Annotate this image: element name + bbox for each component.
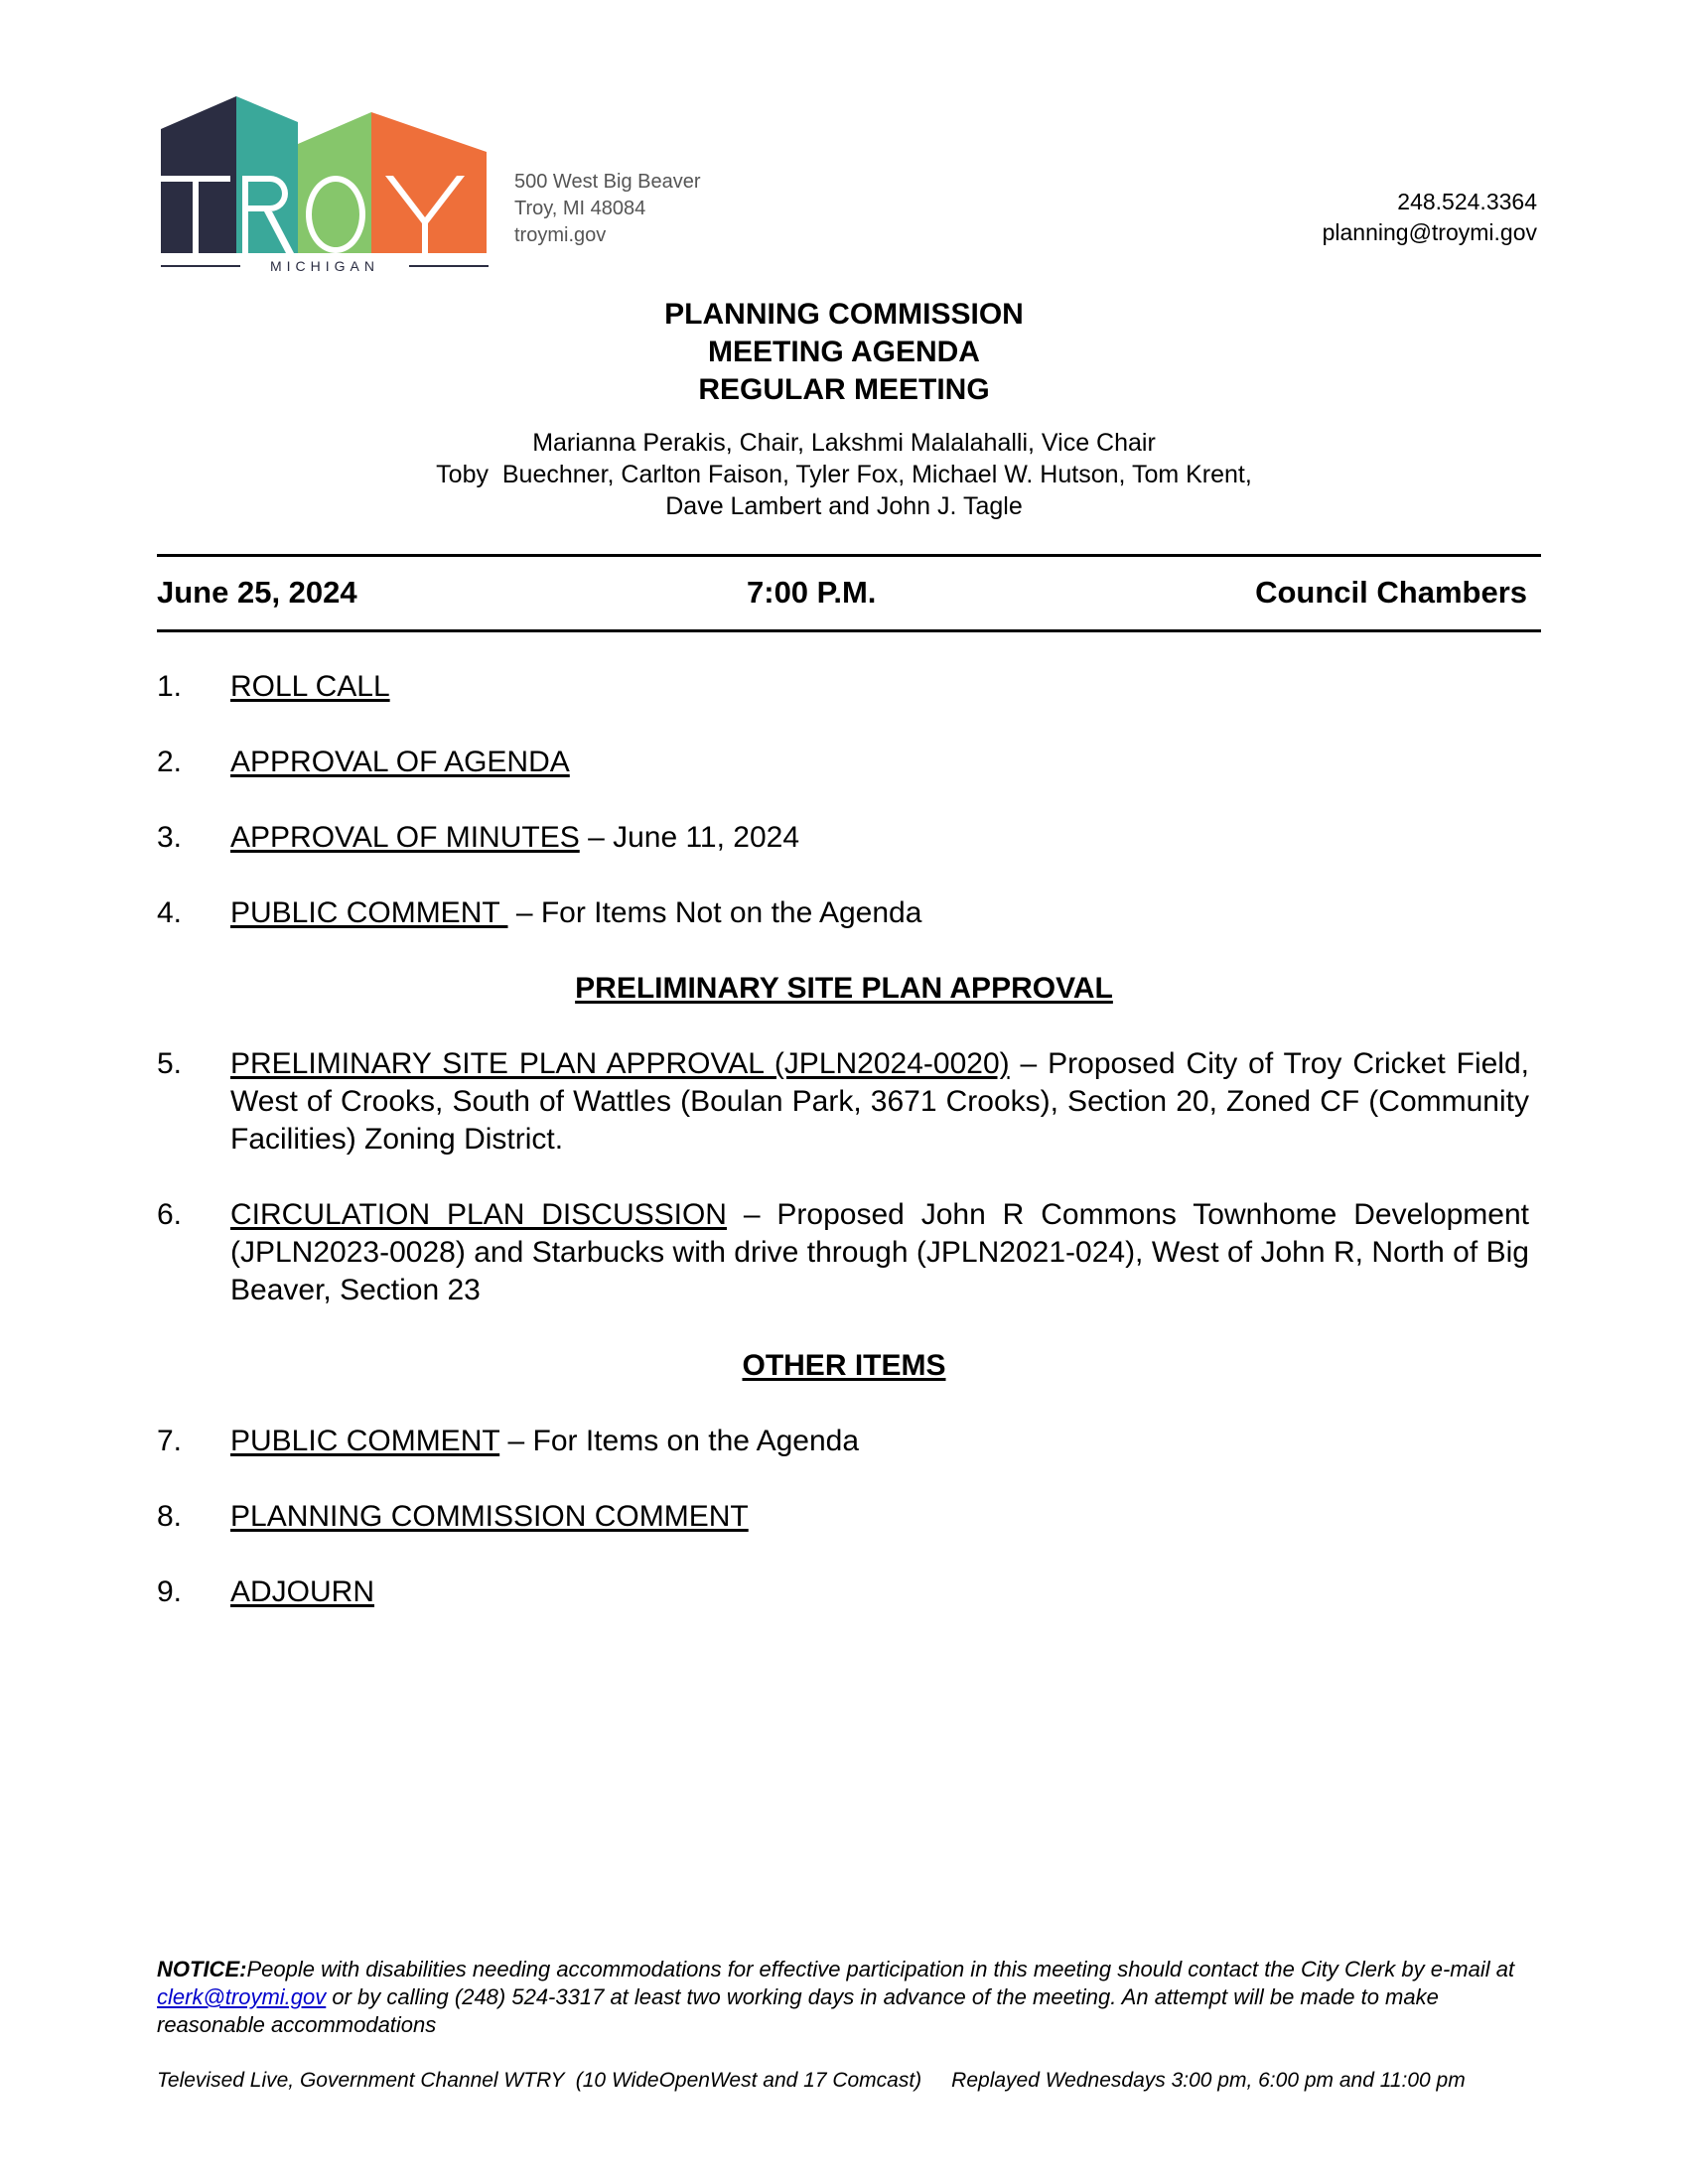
logo-subtitle: MICHIGAN [270,258,379,273]
agenda-item-number: 4. [157,896,183,929]
section-heading-preliminary [0,970,1688,1008]
clerk-email-link[interactable]: clerk@troymi.gov [157,1984,327,2009]
agenda-item [157,1045,1529,1159]
troy-logo [157,94,494,273]
televised-text: Televised Live, Government Channel WTRY (10 WideOpenWest and 17 Comcast) [157,2069,922,2092]
members-line-1: Marianna Perakis, Chair, Lakshmi Malalahalli, Vice Chair [532,429,1156,457]
agenda-item-title: PUBLIC COMMENT [230,1425,500,1457]
page-title [0,296,1688,409]
agenda-item-number: 7. [157,1425,183,1457]
meeting-date: June 25, 2024 [157,575,357,610]
agenda-item [157,744,1529,781]
contact-phone: 248.524.3364 [1397,189,1537,214]
members-line-2: Toby Buechner, Carlton Faison, Tyler Fox, Michael W. Hutson, Tom Krent, [436,461,1252,488]
agenda-item-detail: – Proposed John R Commons Townhome Development (JPLN2023-0028) and Starbucks with drive through (JPLN2021-024), West of John R, North of Big Beaver, Section 23 [230,1198,1530,1306]
title-line-3: REGULAR MEETING [698,373,990,406]
accessibility-notice [157,1956,1541,2039]
agenda-item-title: APPROVAL OF MINUTES [230,821,580,854]
broadcast-info [157,2067,1541,2095]
agenda-item-number: 5. [157,1047,183,1080]
address-city: Troy, MI 48084 [514,198,646,219]
agenda-item [157,1423,1529,1460]
agenda-item-title: APPROVAL OF AGENDA [230,746,570,778]
section-heading-text: OTHER ITEMS [742,1349,946,1382]
agenda-item-title: PLANNING COMMISSION COMMENT [230,1500,749,1533]
title-line-2: MEETING AGENDA [708,336,980,368]
meeting-time: 7:00 P.M. [747,575,877,610]
agenda-item-number: 2. [157,746,183,778]
replayed-text: Replayed Wednesdays 3:00 pm, 6:00 pm and 11:00 pm [951,2069,1466,2092]
commission-members [0,427,1688,522]
address-block [514,169,701,249]
notice-text-1: People with disabilities needing accommodations for effective participation in this meeting should contact the City Clerk by e-mail at [246,1957,1515,1981]
agenda-item [157,1498,1529,1536]
agenda-item-number: 3. [157,821,183,854]
agenda-item-number: 1. [157,670,183,703]
agenda-item-detail: – For Items on the Agenda [499,1425,860,1457]
agenda-item [157,668,1529,706]
agenda-item-number: 9. [157,1575,183,1608]
address-website: troymi.gov [514,224,607,246]
notice-text-2: or by calling (248) 524-3317 at least two working days in advance of the meeting. An attempt will be made to make reasonable accommodations [157,1984,1439,2037]
contact-email: planning@troymi.gov [1322,219,1537,245]
agenda-item-detail: – June 11, 2024 [579,821,800,854]
agenda-item-number: 6. [157,1198,183,1231]
divider-top [157,554,1541,557]
agenda-item-title: ADJOURN [230,1575,375,1608]
troy-logo-graphic [157,94,494,273]
title-line-1: PLANNING COMMISSION [664,298,1024,331]
agenda-item [157,1573,1529,1611]
agenda-item-title: PRELIMINARY SITE PLAN APPROVAL (JPLN2024-0020) [230,1047,1010,1080]
divider-bottom [157,629,1541,632]
section-heading-text: PRELIMINARY SITE PLAN APPROVAL [575,972,1113,1005]
agenda-item-title: ROLL CALL [230,670,390,703]
members-line-3: Dave Lambert and John J. Tagle [665,492,1023,520]
meeting-location: Council Chambers [1255,575,1527,610]
agenda-item-number: 8. [157,1500,183,1533]
agenda-item [157,1196,1529,1309]
address-street: 500 West Big Beaver [514,171,701,193]
agenda-item-detail: – For Items Not on the Agenda [507,896,922,929]
section-heading-other [0,1347,1688,1385]
agenda-item-detail: – Proposed City of Troy Cricket Field, West of Crooks, South of Wattles (Boulan Park, 3671 Crooks), Section 20, Zoned CF (Community Facilities) Zoning District. [230,1047,1529,1156]
notice-label: NOTICE: [157,1957,247,1981]
agenda-item [157,894,1529,932]
agenda-item-title: CIRCULATION PLAN DISCUSSION [230,1198,727,1231]
agenda-item [157,819,1529,857]
contact-block [1323,187,1537,248]
agenda-item-title: PUBLIC COMMENT [230,896,508,929]
